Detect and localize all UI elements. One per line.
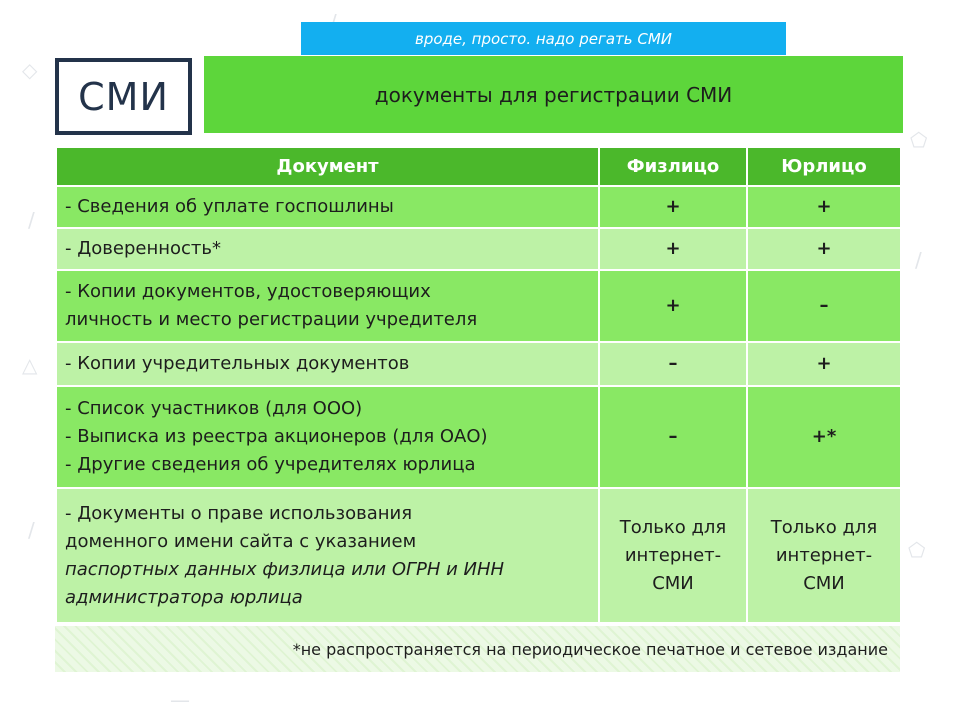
- document-text-italic: администратора юрлица: [65, 586, 303, 608]
- document-cell: [56, 186, 599, 228]
- document-text: доменного имени сайта с указанием: [65, 530, 417, 552]
- table-row: [56, 228, 901, 270]
- cell-text: СМИ: [803, 572, 845, 594]
- document-cell: [56, 228, 599, 270]
- table-row: [56, 342, 901, 386]
- legal-entity-cell: –: [747, 270, 901, 342]
- column-header-document: Документ: [56, 147, 599, 186]
- document-text: - Документы о праве использования: [65, 502, 413, 524]
- individual-cell: +: [599, 270, 747, 342]
- cell-text: интернет-: [775, 544, 873, 566]
- decor-glyph: /: [915, 248, 922, 272]
- document-cell: [56, 386, 599, 488]
- logo-text: СМИ: [78, 74, 169, 119]
- individual-cell: +: [599, 186, 747, 228]
- decor-glyph: ⬠: [908, 538, 926, 562]
- footnote-bar: [55, 626, 900, 672]
- document-text: - Копии документов, удостоверяющих: [65, 281, 431, 302]
- cell-text: Только для: [619, 516, 727, 538]
- document-text: - Выписка из реестра акционеров (для ОАО): [65, 426, 488, 447]
- decor-glyph: △: [22, 353, 38, 377]
- document-text: - Копии учредительных документов: [65, 353, 410, 374]
- column-header-individual: Физлицо: [599, 147, 747, 186]
- legal-entity-cell: +: [747, 228, 901, 270]
- individual-cell: [599, 488, 747, 623]
- document-cell: [56, 270, 599, 342]
- decor-glyph: —: [170, 688, 190, 712]
- column-header-legal-entity: Юрлицо: [747, 147, 901, 186]
- document-cell: [56, 488, 599, 623]
- document-text: - Другие сведения об учредителях юрлица: [65, 454, 476, 475]
- documents-table: [55, 146, 902, 624]
- document-text-italic: паспортных данных физлица или ОГРН и ИНН: [65, 558, 505, 580]
- table-row: [56, 386, 901, 488]
- cell-text: интернет-: [624, 544, 722, 566]
- decor-glyph: /: [28, 518, 35, 542]
- legal-entity-cell: +*: [747, 386, 901, 488]
- table-row: [56, 488, 901, 623]
- document-text: - Список участников (для ООО): [65, 398, 363, 419]
- document-text: личность и место регистрации учредителя: [65, 309, 478, 330]
- footnote-text: *не распространяется на периодическое печатное и сетевое издание: [292, 639, 888, 659]
- individual-cell: –: [599, 386, 747, 488]
- decor-glyph: /: [28, 208, 35, 232]
- table-row: [56, 186, 901, 228]
- cell-text: Только для: [770, 516, 878, 538]
- page-title: документы для регистрации СМИ: [204, 56, 903, 133]
- logo-box: [55, 58, 192, 135]
- top-banner: вроде, просто. надо регать СМИ: [301, 22, 786, 55]
- document-text: - Доверенность*: [65, 238, 222, 259]
- individual-cell: +: [599, 228, 747, 270]
- decor-glyph: ◇: [22, 58, 38, 82]
- table-header-row: [56, 147, 901, 186]
- legal-entity-cell: +: [747, 342, 901, 386]
- document-text: - Сведения об уплате госпошлины: [65, 196, 394, 217]
- document-cell: [56, 342, 599, 386]
- cell-text: СМИ: [652, 572, 694, 594]
- decor-glyph: ⬠: [910, 128, 928, 152]
- legal-entity-cell: [747, 488, 901, 623]
- table-row: [56, 270, 901, 342]
- legal-entity-cell: +: [747, 186, 901, 228]
- individual-cell: –: [599, 342, 747, 386]
